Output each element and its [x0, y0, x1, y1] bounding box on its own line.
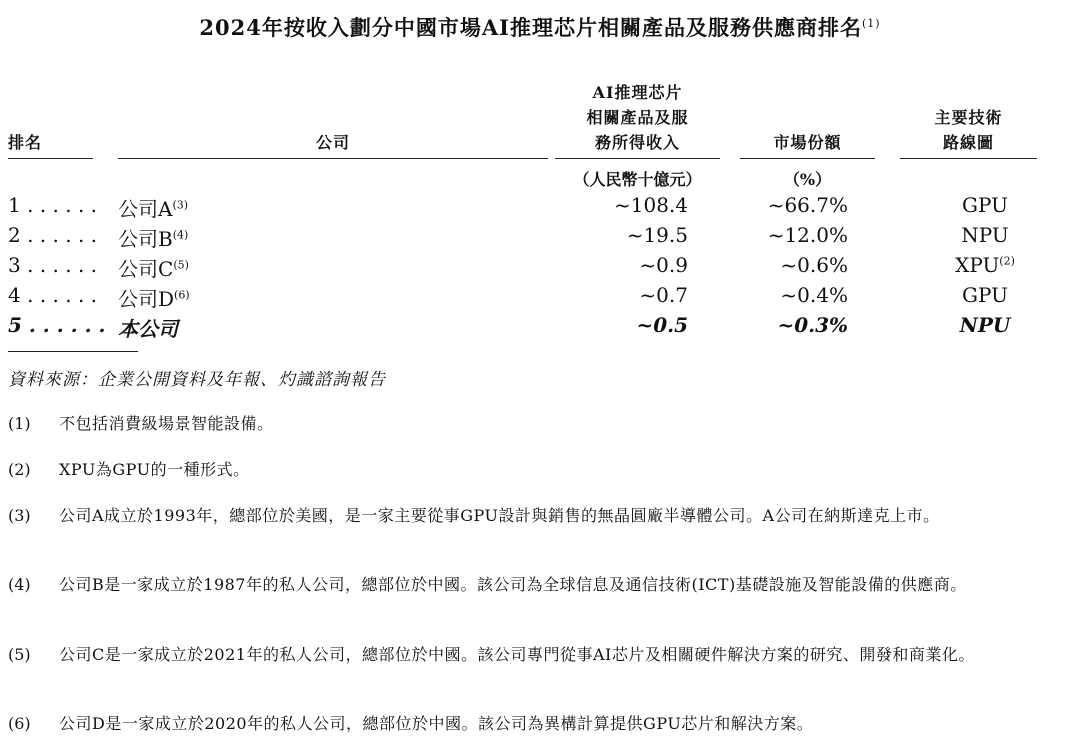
- market-share-cell: ~12.0%: [767, 223, 848, 247]
- architecture-cell: [900, 223, 1070, 247]
- title-footnote-marker: (1): [861, 17, 881, 30]
- header-rank: 排名: [8, 133, 43, 152]
- market-share-cell: ~66.7%: [767, 193, 848, 217]
- rule-rank: [8, 158, 93, 159]
- market-share-cell: ~0.4%: [780, 283, 848, 307]
- table-row: [0, 253, 1080, 283]
- rule-market-share: [740, 158, 875, 159]
- header-revenue: [555, 80, 720, 155]
- rank-cell: 5 . . . . . .: [8, 313, 106, 337]
- company-name: 公司B: [118, 227, 173, 251]
- company-footnote-marker: (6): [174, 288, 190, 302]
- architecture-cell: [900, 283, 1070, 307]
- company-footnote-marker: (5): [173, 258, 189, 272]
- footnote-number: (6): [8, 714, 31, 733]
- unit-market-share: （%）: [783, 170, 832, 189]
- footnote-number: (5): [8, 645, 31, 664]
- header-architecture-line-2: 路線圖: [942, 133, 994, 152]
- rule-architecture: [900, 158, 1037, 159]
- header-market-share: 市場份額: [773, 133, 842, 152]
- footnote-text: 公司C是一家成立於2021年的私人公司，總部位於中國。該公司專門從事AI芯片及相關硬件解決方案的研究、開發和商業化。: [59, 645, 975, 664]
- footnote-text: 公司A成立於1993年，總部位於美國，是一家主要從事GPU設計與銷售的無晶圓廠半導體公司。A公司在納斯達克上市。: [59, 506, 940, 525]
- company-cell: [118, 253, 189, 282]
- company-cell: [118, 313, 178, 342]
- footnote-text: 公司D是一家成立於2020年的私人公司，總部位於中國。該公司為異構計算提供GPU芯片和解決方案。: [59, 714, 814, 733]
- company-name: 本公司: [118, 317, 178, 341]
- architecture-footnote-marker: (2): [999, 254, 1015, 268]
- page-title: [0, 12, 1080, 42]
- architecture-value: NPU: [961, 223, 1009, 247]
- architecture-cell: [900, 193, 1070, 217]
- unit-revenue: （人民幣十億元）: [573, 170, 702, 189]
- footnote-number: (3): [8, 506, 31, 525]
- footnote-number: (4): [8, 575, 31, 594]
- footnote-number: (1): [8, 414, 31, 433]
- rule-revenue: [555, 158, 720, 159]
- company-footnote-marker: (4): [172, 228, 189, 242]
- company-name: 公司D: [118, 287, 175, 311]
- company-name: 公司C: [118, 257, 174, 281]
- rank-cell: 4 . . . . . .: [8, 283, 98, 307]
- revenue-cell: ~0.9: [639, 253, 688, 277]
- architecture-cell: [900, 253, 1070, 277]
- company-name: 公司A: [118, 197, 173, 221]
- rank-cell: 3 . . . . . .: [8, 253, 98, 277]
- source-note: 資料來源：企業公開資料及年報、灼識諮詢報告: [8, 370, 386, 390]
- header-company: 公司: [315, 133, 350, 152]
- source-divider: [8, 351, 138, 352]
- header-revenue-line-3: 務所得收入: [594, 133, 680, 152]
- footnote-number: (2): [8, 460, 31, 479]
- revenue-cell: ~19.5: [626, 223, 688, 247]
- footnote-text: XPU為GPU的一種形式。: [59, 460, 250, 479]
- revenue-cell: ~108.4: [613, 193, 688, 217]
- header-revenue-line-2: 相關產品及服: [586, 108, 689, 127]
- architecture-cell: [900, 313, 1070, 337]
- rank-cell: 2 . . . . . .: [8, 223, 98, 247]
- market-share-cell: ~0.3%: [777, 313, 848, 337]
- architecture-value: GPU: [962, 283, 1008, 307]
- table-row: [0, 193, 1080, 223]
- table-row: [0, 223, 1080, 253]
- header-architecture-line-1: 主要技術: [934, 108, 1003, 127]
- revenue-cell: ~0.7: [639, 283, 688, 307]
- architecture-value: XPU: [955, 253, 1000, 277]
- title-text: 2024年按收入劃分中國市場AI推理芯片相關產品及服務供應商排名: [199, 15, 862, 40]
- revenue-cell: ~0.5: [636, 313, 688, 337]
- market-share-cell: ~0.6%: [780, 253, 848, 277]
- architecture-value: GPU: [962, 193, 1008, 217]
- header-architecture: [900, 105, 1037, 155]
- company-cell: [118, 283, 190, 312]
- company-footnote-marker: (3): [172, 198, 189, 212]
- rank-cell: 1 . . . . . .: [8, 193, 98, 217]
- footnote-text: 公司B是一家成立於1987年的私人公司，總部位於中國。該公司為全球信息及通信技術(ICT)基礎設施及智能設備的供應商。: [59, 575, 967, 594]
- company-cell: [118, 223, 188, 252]
- header-revenue-line-1: AI推理芯片: [592, 83, 683, 102]
- rule-company: [118, 158, 548, 159]
- footnote-text: 不包括消費級場景智能設備。: [59, 414, 274, 433]
- company-cell: [118, 193, 188, 222]
- architecture-value: NPU: [959, 313, 1011, 337]
- table-row-own-company: [0, 313, 1080, 343]
- table-row: [0, 283, 1080, 313]
